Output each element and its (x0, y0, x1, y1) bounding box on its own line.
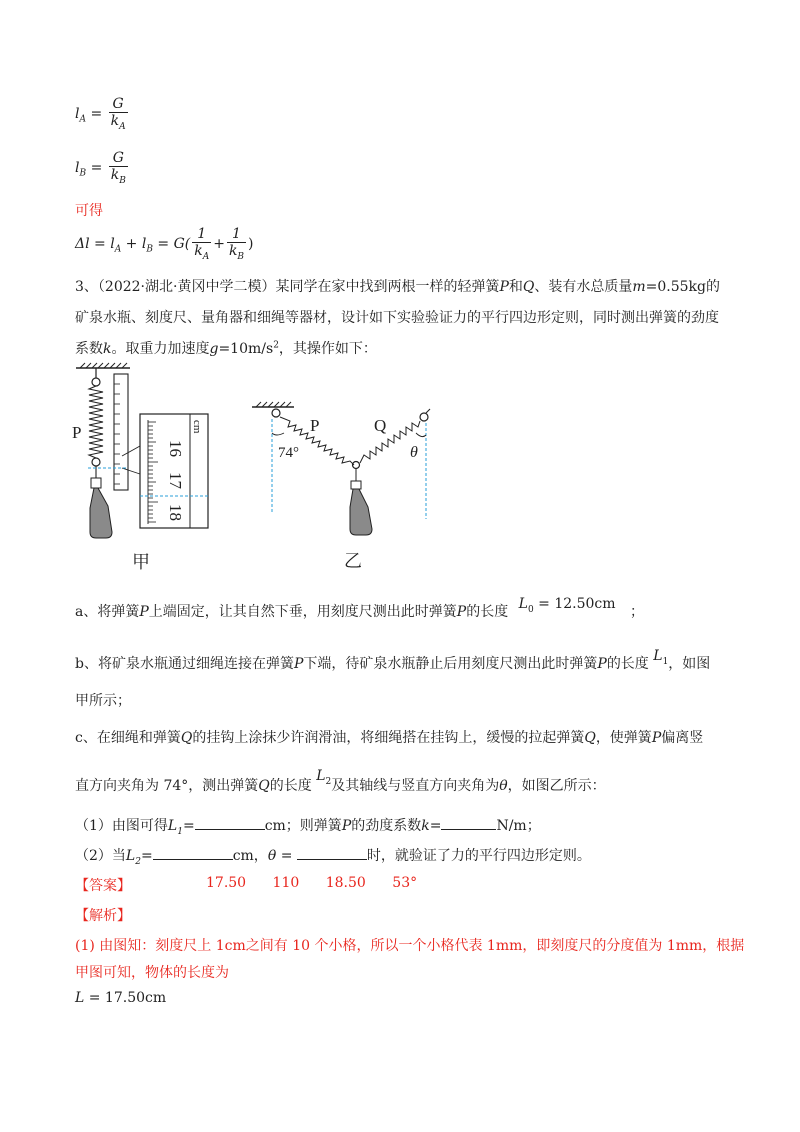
step-b-t4: ，如图 (668, 656, 711, 672)
step-c-q: Q (180, 730, 193, 746)
yi-label: 乙 (344, 551, 362, 571)
step-c-l2-l: L (316, 768, 326, 784)
q1-blank-k[interactable] (441, 815, 496, 830)
step-c-t2: 的挂钩上涂抹少许润滑油，将细绳搭在挂钩上，缓慢的拉起弹簧 (192, 730, 585, 746)
step-c-p: P (651, 730, 662, 746)
formula-la-den (109, 112, 128, 132)
q1-f: N/m； (496, 818, 541, 834)
question-m: m (632, 279, 646, 295)
q1-d: 的劲度系数 (351, 818, 422, 834)
step-a-l0 (518, 596, 616, 615)
jia-cm: cm (191, 420, 203, 434)
formula-dl-k-a: k (194, 243, 203, 259)
formula-lb-lhs: l (75, 159, 80, 176)
question-l1b: 、装有水总质量 (534, 279, 633, 295)
question-line-3 (75, 338, 377, 358)
answer-value-2: 110 (272, 875, 300, 891)
formula-dl-ksub-b: B (237, 251, 245, 262)
step-c-l2 (316, 768, 332, 787)
formula-la-frac (109, 96, 128, 132)
q1-c: cm；则弹簧 (264, 818, 342, 834)
step-c-t4: 偏离竖 (661, 730, 704, 746)
step-b-l1-sub: 1 (662, 656, 669, 667)
formula-dl-ksub-a: A (202, 251, 210, 262)
q2-d: = (276, 848, 297, 864)
formula-lb-frac (109, 150, 128, 186)
q1-e: = (429, 818, 442, 834)
q2-blank-theta[interactable] (297, 845, 367, 860)
formula-lb (75, 150, 130, 186)
answer-label: 【答案】 (75, 878, 131, 894)
formula-dl: $\Delta l = l_A + l_B = G$( $\frac{1}{k_A}$ + $\frac{1}{k_B}$ ) (75, 226, 254, 262)
question-mass: =0.55kg (645, 279, 706, 295)
q2-theta: θ (267, 848, 277, 864)
step-b-t1: b、将矿泉水瓶通过细绳连接在弹簧 (75, 656, 294, 672)
answer-value-3: 18.50 (325, 875, 366, 891)
yi-angle-74: 74° (278, 445, 299, 461)
formula-la-lhs-sub: A (79, 114, 86, 125)
step-c-q2: Q (584, 730, 596, 746)
jia-tick-18: 18 (166, 504, 185, 521)
jia-tick-17: 17 (166, 472, 185, 489)
question-g: g (209, 341, 219, 357)
formula-dl-den-b (227, 242, 246, 262)
question-source: （2022·湖北·黄冈中学二模） (97, 279, 276, 295)
step-b-line-2: 甲所示； (75, 693, 131, 709)
formula-lb-eq: = (90, 159, 103, 176)
step-a (75, 596, 644, 623)
question-l3b: 。取重力加速度 (111, 341, 210, 357)
formula-dl-plus: + l (121, 235, 147, 252)
q1-sub: 1 (177, 826, 183, 837)
formula-dl-one-a: 1 (197, 226, 207, 242)
q1-a: （1）由图可得 (75, 818, 168, 834)
formula-la (75, 96, 130, 132)
q2-c: cm， (232, 848, 268, 864)
jia-label: 甲 (132, 552, 150, 572)
step-a-t1: a、将弹簧 (75, 604, 140, 620)
step-a-end: ； (629, 604, 644, 620)
formula-lb-den (109, 166, 128, 186)
q2-l: L (125, 848, 136, 864)
step-b-p: P (293, 656, 304, 672)
formula-dl-mid: = G( (152, 235, 191, 252)
yi-label-q: Q (374, 416, 387, 435)
answer-values (206, 875, 417, 891)
q1-k: k (421, 818, 430, 834)
step-c-line-2 (75, 768, 606, 797)
question-l3a: 系数 (75, 341, 103, 357)
step-c-theta: θ (499, 778, 508, 794)
q2-sub: 2 (135, 856, 141, 867)
q2-b: = (140, 848, 153, 864)
q1 (75, 815, 541, 837)
q2-a: （2）当 (75, 848, 126, 864)
question-k: k (103, 341, 112, 357)
figure-jia (72, 362, 222, 578)
q2-blank-l2[interactable] (153, 845, 233, 860)
formula-lb-num: G (112, 150, 124, 166)
q1-b: = (182, 818, 195, 834)
step-c-l2a: 直方向夹角为 74°，测出弹簧 (75, 778, 259, 794)
formula-la-den-sub: A (119, 121, 126, 132)
analysis-lval: = 17.50cm (84, 990, 167, 1006)
question-number: 3、 (75, 279, 98, 295)
step-b-l1 (653, 648, 669, 667)
step-c-q3: Q (258, 778, 270, 794)
formula-la-num: G (112, 96, 124, 112)
formula-dl-frac-a (192, 226, 211, 262)
formula-lb-den-sub: B (119, 175, 126, 186)
formula-la-eq: = (90, 105, 103, 122)
jia-label-p: P (72, 423, 82, 442)
analysis-line-1: (1) 由图知：刻度尺上 1cm之间有 10 个小格，所以一个小格代表 1mm，即刻度尺的分度值为 1mm，根据 (75, 938, 745, 954)
q2-e: 时，就验证了力的平行四边形定则。 (366, 848, 591, 864)
question-gexp: 2 (273, 340, 279, 351)
figure-yi (250, 395, 450, 578)
q1-p: P (341, 818, 352, 834)
step-c-l2d: ，如图乙所示： (507, 778, 606, 794)
analysis-line-2: 甲图可知，物体的长度为 (75, 965, 229, 981)
answer-value-4: 53° (392, 875, 418, 891)
answer-value-1: 17.50 (206, 875, 247, 891)
formula-la-lhs: l (75, 105, 80, 122)
q1-blank-l1[interactable] (195, 815, 265, 830)
step-b-t2: 下端，待矿泉水瓶静止后用刻度尺测出此时弹簧 (303, 656, 598, 672)
q2 (75, 845, 591, 867)
step-a-l0-val: = 12.50cm (533, 596, 616, 612)
question-he: 和 (508, 279, 523, 295)
analysis-l: L (75, 990, 85, 1006)
step-a-l0-sub: 0 (527, 604, 534, 615)
formula-dl-k-b: k (228, 243, 238, 259)
question-p: P (499, 279, 509, 295)
step-b-t3: 的长度 (606, 656, 649, 672)
jia-tick-16: 16 (166, 440, 185, 457)
yi-label-p: P (310, 416, 320, 435)
question-l3c: ，其操作如下： (278, 341, 377, 357)
step-c (75, 727, 703, 747)
step-c-l2c: 及其轴线与竖直方向夹角为 (331, 778, 500, 794)
step-b-p2: P (597, 656, 607, 672)
q1-l: L (167, 818, 178, 834)
question-line-2: 矿泉水瓶、刻度尺、量角器和细绳等器材，设计如下实验验证力的平行四边形定则，同时测出弹簧的劲度 (75, 310, 719, 326)
formula-dl-one-b: 1 (232, 226, 241, 242)
formula-lb-den-k: k (110, 167, 120, 183)
step-a-p: P (139, 604, 149, 620)
step-a-t2: 上端固定，让其自然下垂，用刻度尺测出此时弹簧 (148, 604, 457, 620)
formula-dl-den-a (192, 242, 211, 262)
step-c-t1: c、在细绳和弹簧 (75, 730, 181, 746)
step-a-t3: 的长度 (466, 604, 509, 620)
step-a-l0-l: L (518, 596, 528, 612)
formula-la-den-k: k (110, 113, 120, 129)
question-gval: =10m/s (218, 341, 274, 357)
formula-lb-lhs-sub: B (79, 168, 87, 179)
kede-text: 可得 (75, 203, 103, 219)
step-c-l2-sub: 2 (325, 776, 332, 787)
question-q: Q (522, 279, 535, 295)
formula-dl-sub-a: A (114, 244, 122, 255)
formula-dl-sub-b: B (146, 244, 153, 255)
analysis-length (75, 990, 166, 1006)
step-c-t3: ，使弹簧 (595, 730, 652, 746)
formula-dl-frac-b (227, 226, 246, 262)
analysis-label: 【解析】 (75, 908, 131, 924)
question-l1c: 的 (706, 279, 720, 295)
step-a-p2: P (456, 604, 467, 620)
formula-dl-lhs: Δl = l (75, 235, 115, 252)
step-b (75, 648, 711, 675)
question-line-1 (75, 276, 720, 296)
answer-line (75, 875, 131, 895)
question-l1a: 某同学在家中找到两根一样的轻弹簧 (275, 279, 500, 295)
step-b-l1-l: L (653, 648, 663, 664)
yi-theta: θ (410, 444, 418, 461)
step-c-l2b: 的长度 (269, 778, 312, 794)
formula-dl-close: ) (248, 235, 254, 252)
